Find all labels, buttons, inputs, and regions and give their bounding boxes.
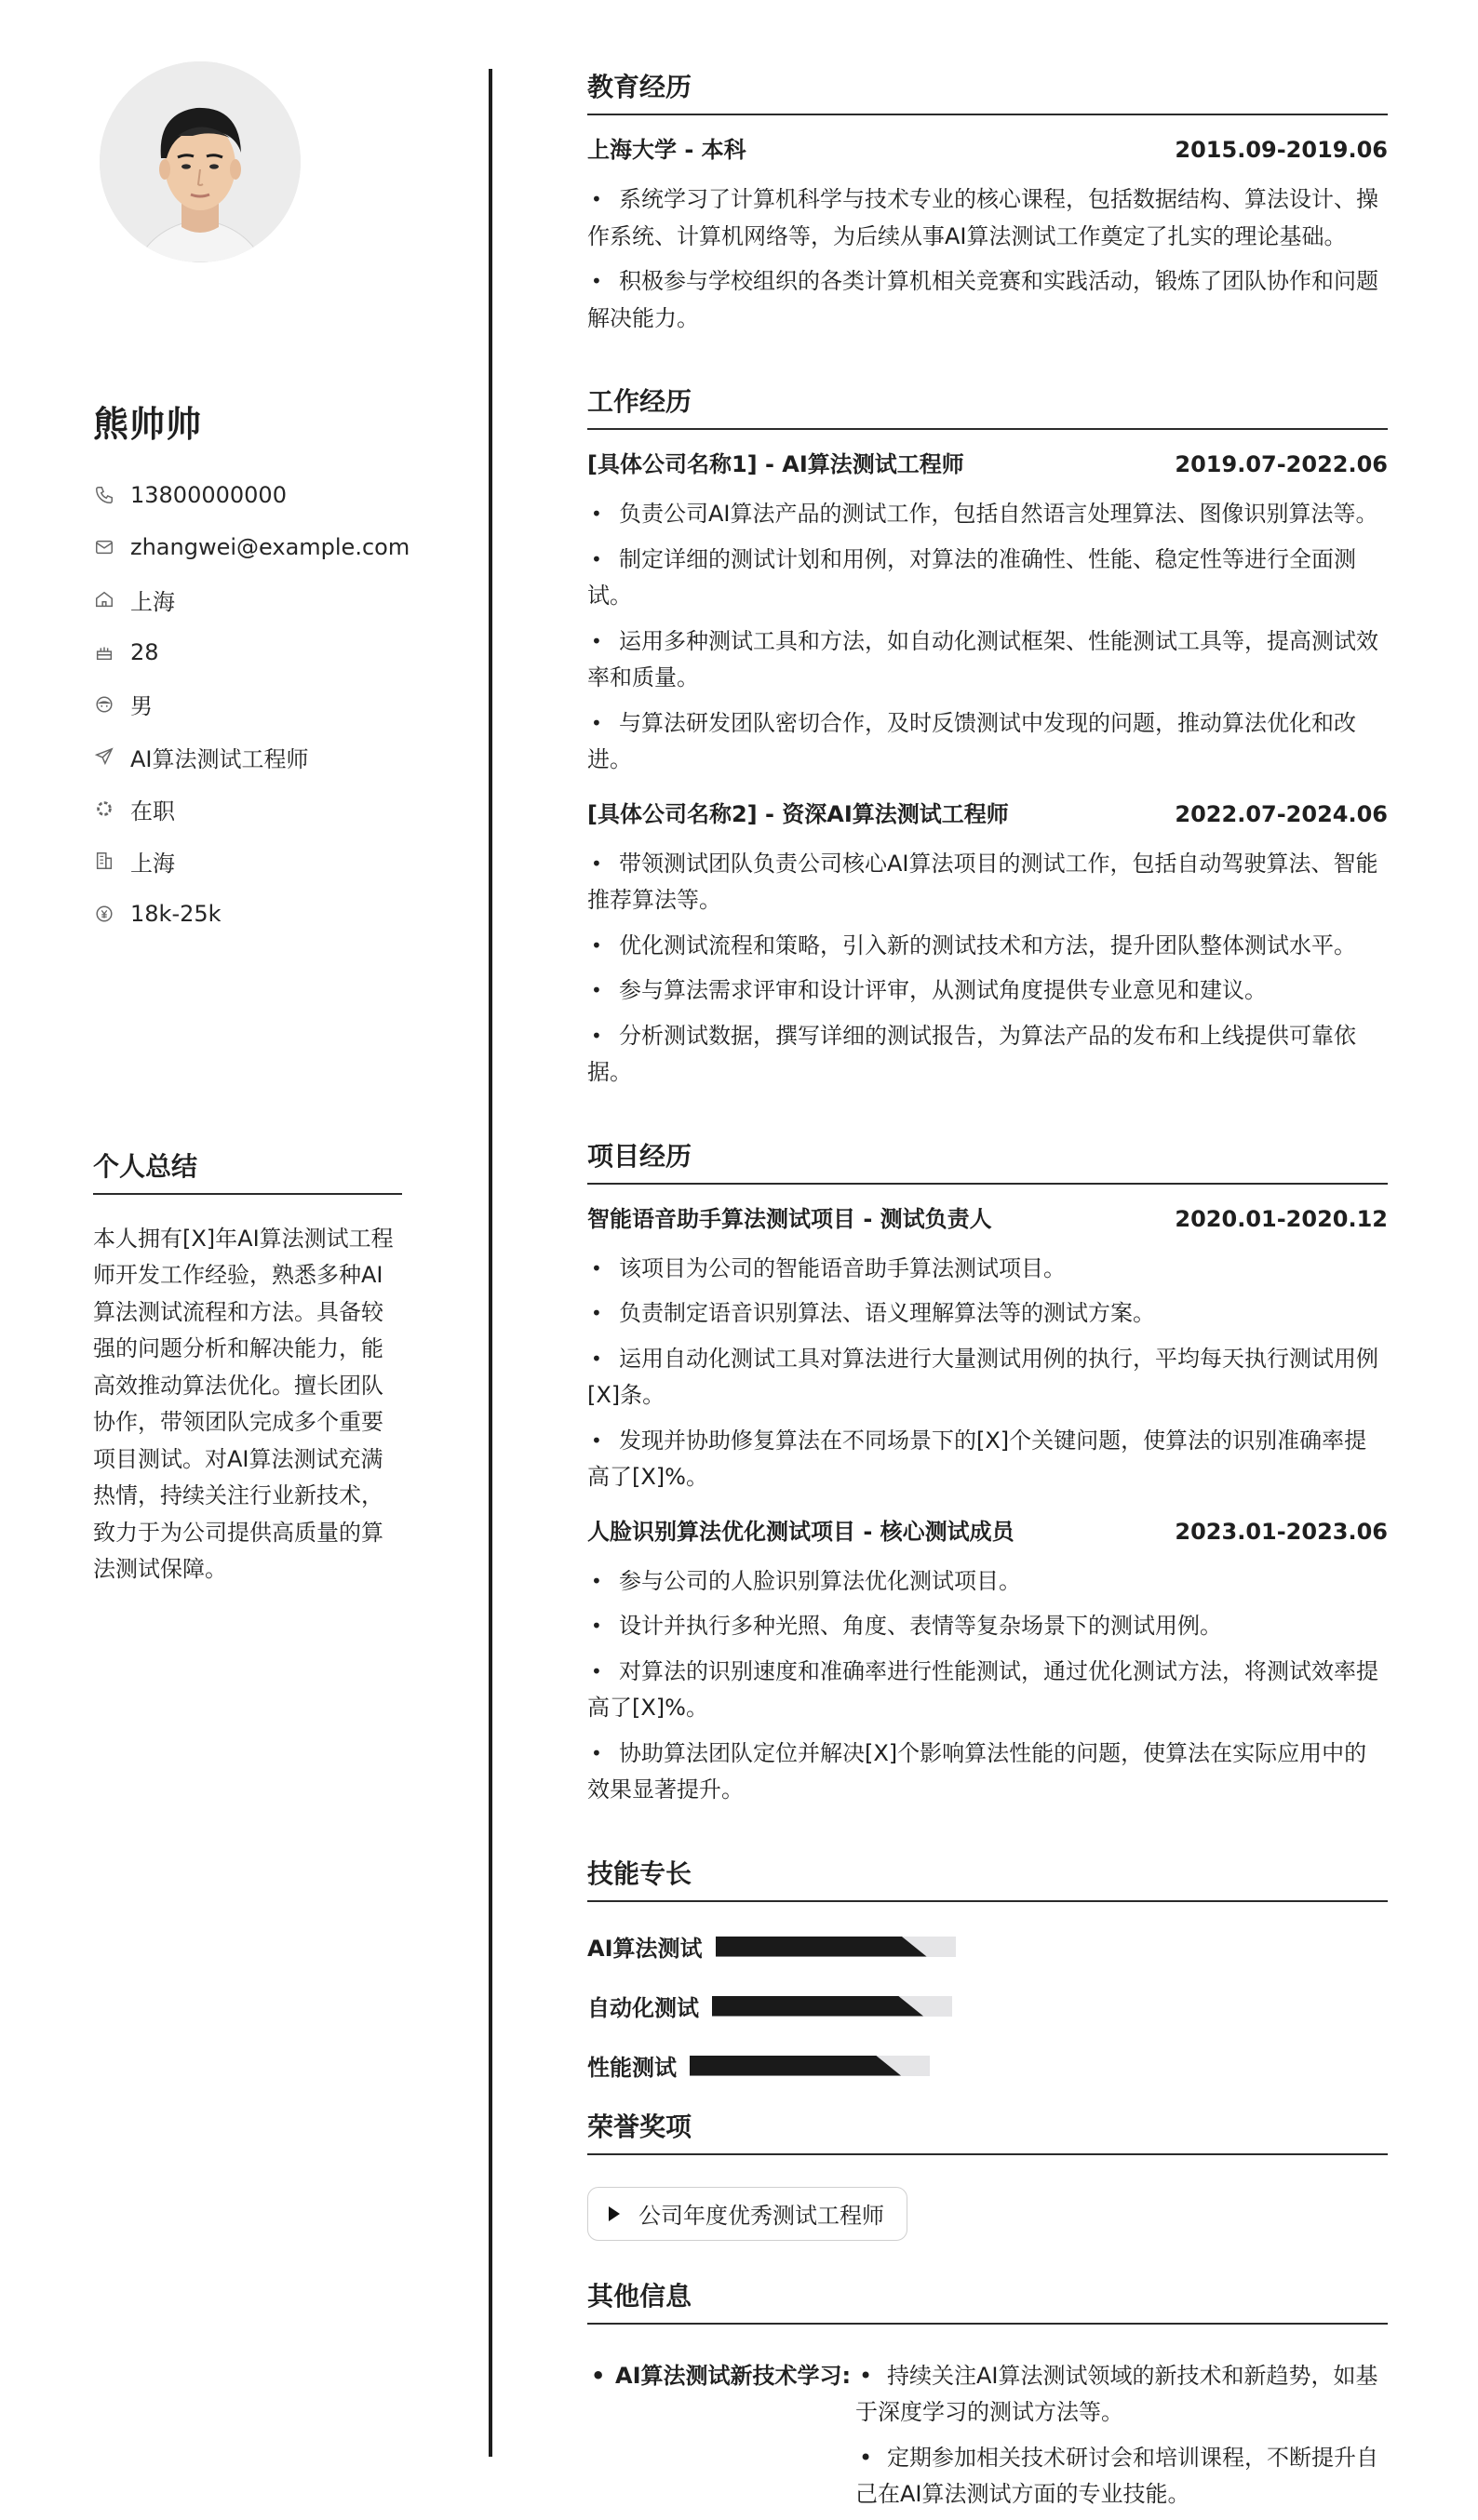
other-section: [587, 2278, 1388, 2520]
cake-icon: [93, 641, 115, 664]
contact-age: [93, 626, 402, 678]
award-chip[interactable]: [587, 2187, 907, 2241]
contact-list: [93, 469, 410, 940]
list-item: • 与算法研发团队密切合作，及时反馈测试中发现的问题，推动算法优化和改进。: [587, 709, 1356, 772]
education-org: 上海大学 - 本科: [587, 137, 746, 163]
contact-work-city-text: 上海: [130, 850, 175, 877]
list-item: • 优化测试流程和策略，引入新的测试技术和方法，提升团队整体测试水平。: [591, 932, 1356, 958]
contact-age-text: 28: [130, 638, 159, 665]
list-item: • 制定详细的测试计划和用例，对算法的准确性、性能、稳定性等进行全面测试。: [587, 545, 1356, 609]
contact-email-text: zhangwei@example.com: [130, 534, 410, 561]
list-item: • 带领测试团队负责公司核心AI算法项目的测试工作，包括自动驾驶算法、智能推荐算法等。: [587, 850, 1378, 913]
skill-item: [587, 1930, 1001, 1964]
contact-city-text: 上海: [130, 588, 175, 615]
project-2-date: 2023.01-2023.06: [1175, 1518, 1388, 1545]
skill-label: AI算法测试: [587, 1936, 703, 1962]
gender-icon: [93, 693, 115, 716]
skill-label: 自动化测试: [587, 1995, 699, 2021]
list-item: • 持续关注AI算法测试领域的新技术和新趋势，如基于深度学习的测试方法等。: [855, 2362, 1378, 2425]
skill-fill: [690, 2056, 901, 2076]
list-item: • 分析测试数据，撰写详细的测试报告，为算法产品的发布和上线提供可靠依据。: [587, 1022, 1356, 1085]
awards-title: 荣誉奖项: [587, 2109, 1388, 2155]
main-content: [587, 69, 1388, 2520]
contact-gender-text: 男: [130, 693, 153, 720]
award-text: 公司年度优秀测试工程师: [638, 2203, 884, 2229]
list-item: • 发现并协助修复算法在不同场景下的[X]个关键问题，使算法的识别准确率提高了[X]%。: [587, 1427, 1367, 1490]
contact-salary-text: 18k-25k: [130, 900, 222, 927]
skill-fill: [712, 1996, 923, 2017]
work-entry-1-date: 2019.07-2022.06: [1175, 451, 1388, 477]
list-item: • 该项目为公司的智能语音助手算法测试项目。: [591, 1254, 1066, 1281]
work-entry-1-head: [587, 449, 1388, 480]
list-item: • 负责制定语音识别算法、语义理解算法等的测试方案。: [591, 1300, 1155, 1326]
skill-bar: [712, 1996, 952, 2017]
education-bullets: [587, 181, 1388, 337]
project-2-name: 人脸识别算法优化测试项目 - 核心测试成员: [587, 1518, 1014, 1545]
phone-icon: [93, 484, 115, 506]
portrait-image: [100, 61, 301, 262]
contact-city: [93, 573, 402, 625]
project-1-bullets: [587, 1251, 1388, 1496]
list-item: • 协助算法团队定位并解决[X]个影响算法性能的问题，使算法在实际应用中的效果显著提升。: [587, 1739, 1367, 1803]
work-entry-1-bullets: [587, 496, 1388, 779]
education-section: [587, 69, 1388, 337]
project-1-head: [587, 1203, 1388, 1235]
skill-bar: [690, 2056, 930, 2076]
skill-item: [587, 1990, 1001, 2023]
work-entry-2-bullets: [587, 846, 1388, 1092]
home-icon: [93, 588, 115, 610]
education-date: 2015.09-2019.06: [1175, 137, 1388, 163]
project-1-date: 2020.01-2020.12: [1175, 1205, 1388, 1232]
education-entry-head: [587, 134, 1388, 166]
contact-phone-text: 13800000000: [130, 482, 287, 509]
list-item: • 定期参加相关技术研讨会和培训课程，不断提升自己在AI算法测试方面的专业技能。: [855, 2444, 1378, 2507]
contact-email: [93, 521, 410, 573]
projects-title: 项目经历: [587, 1138, 1388, 1185]
list-item: • 系统学习了计算机科学与技术专业的核心课程，包括数据结构、算法设计、操作系统、计算机网络等，为后续从事AI算法测试工作奠定了扎实的理论基础。: [587, 186, 1378, 249]
skill-label: 性能测试: [587, 2055, 677, 2081]
list-item: • 参与公司的人脸识别算法优化测试项目。: [591, 1567, 1021, 1594]
skill-bar: [716, 1937, 956, 1957]
summary-title: 个人总结: [93, 1146, 402, 1195]
skill-item: [587, 2049, 1001, 2083]
vertical-divider: [489, 69, 492, 2457]
contact-position-text: AI算法测试工程师: [130, 745, 309, 772]
list-item: • 负责公司AI算法产品的测试工作，包括自然语言处理算法、图像识别算法等。: [591, 501, 1378, 527]
contact-status-text: 在职: [130, 798, 175, 824]
contact-status: [93, 783, 402, 835]
salary-icon: [93, 903, 115, 925]
project-2-head: [587, 1516, 1388, 1548]
education-title: 教育经历: [587, 69, 1388, 115]
status-icon: [93, 798, 115, 820]
other-row: [587, 2358, 1388, 2520]
work-entry-1-org: [具体公司名称1] - AI算法测试工程师: [587, 451, 964, 477]
list-item: • 参与算法需求评审和设计评审，从测试角度提供专业意见和建议。: [591, 977, 1267, 1003]
contact-work-city: [93, 835, 402, 887]
project-2-bullets: [587, 1563, 1388, 1809]
list-item: • 运用自动化测试工具对算法进行大量测试用例的执行，平均每天执行测试用例[X]条。: [587, 1345, 1378, 1408]
contact-gender: [93, 678, 402, 731]
building-icon: [93, 850, 115, 872]
avatar: [100, 61, 301, 262]
other-items: [855, 2358, 1388, 2520]
skills-section: [587, 1856, 1388, 2109]
work-section: [587, 383, 1388, 1092]
work-entry-2-head: [587, 798, 1388, 830]
projects-section: [587, 1138, 1388, 1809]
skills-list: [587, 1930, 1388, 2109]
sidebar: [93, 61, 410, 1588]
work-entry-2-date: 2022.07-2024.06: [1175, 800, 1388, 827]
awards-section: [587, 2109, 1388, 2241]
summary-text: 本人拥有[X]年AI算法测试工程师开发工作经验，熟悉多种AI算法测试流程和方法。具备较强的问题分析和解决能力，能高效推动算法优化。擅长团队协作，带领团队完成多个重要项目测试。对AI算法测试充满热情，持续关注行业新技术，致力于为公司提供高质量的算法测试保障。: [93, 1225, 394, 1583]
skills-title: 技能专长: [587, 1856, 1388, 1902]
candidate-name: 熊帅帅: [93, 404, 203, 445]
project-1-name: 智能语音助手算法测试项目 - 测试负责人: [587, 1205, 992, 1232]
work-entry-2-org: [具体公司名称2] - 资深AI算法测试工程师: [587, 800, 1009, 827]
contact-position: [93, 731, 402, 783]
skill-fill: [716, 1937, 927, 1957]
work-title: 工作经历: [587, 383, 1388, 430]
list-item: • 设计并执行多种光照、角度、表情等复杂场景下的测试用例。: [591, 1613, 1222, 1639]
contact-salary: [93, 888, 402, 940]
list-item: • 运用多种测试工具和方法，如自动化测试框架、性能测试工具等，提高测试效率和质量。: [587, 627, 1378, 690]
other-label: • AI算法测试新技术学习:: [591, 2362, 852, 2389]
paper-plane-icon: [93, 745, 115, 768]
email-icon: [93, 536, 115, 558]
contact-phone: [93, 469, 402, 521]
play-triangle-icon: [609, 2206, 620, 2221]
list-item: • 积极参与学校组织的各类计算机相关竞赛和实践活动，锻炼了团队协作和问题解决能力。: [587, 268, 1378, 331]
other-title: 其他信息: [587, 2278, 1388, 2325]
list-item: • 对算法的识别速度和准确率进行性能测试，通过优化测试方法，将测试效率提高了[X]%。: [587, 1657, 1378, 1721]
